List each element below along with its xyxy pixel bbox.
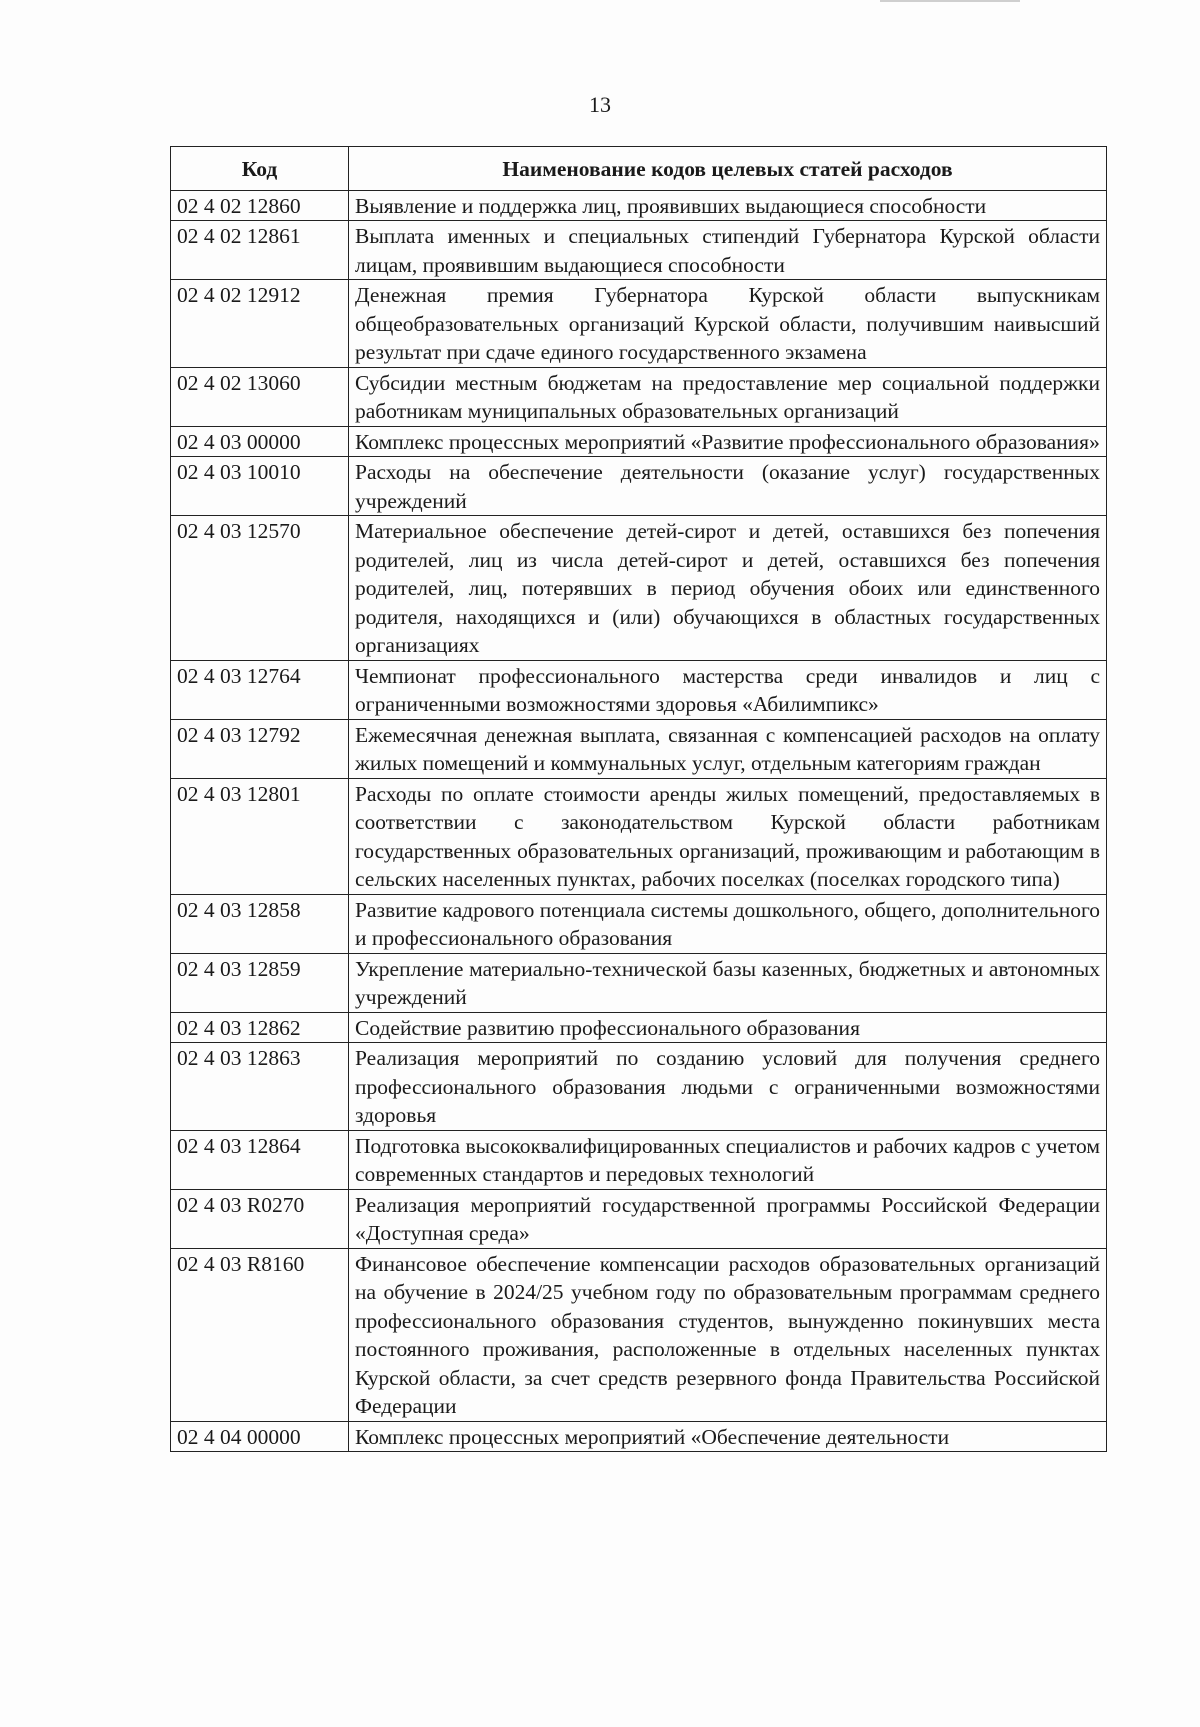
row-code: 02 4 03 12862 (171, 1012, 349, 1043)
target-expense-codes-table (170, 146, 1107, 1452)
row-name: Финансовое обеспечение компенсации расходов образовательных организаций на обучение в 2024/25 учебном году по образовательным программам среднего профессионального образования студентов, вынужденно покинувших места постоянного проживания, расположенные в отдельных населенных пунктах Курской области, за счет средств резервного фонда Правительства Российской Федерации (349, 1248, 1107, 1421)
row-name: Материальное обеспечение детей-сирот и детей, оставшихся без попечения родителей, лиц из числа детей-сирот и детей, оставшихся без попечения родителей, лиц, потерявших в период обучения обоих или единственного родителя, находящихся и (или) обучающихся в областных государственных организациях (349, 516, 1107, 661)
table-row (171, 1043, 1107, 1131)
row-name: Ежемесячная денежная выплата, связанная с компенсацией расходов на оплату жилых помещений и коммунальных услуг, отдельным категориям граждан (349, 719, 1107, 778)
table-row (171, 1421, 1107, 1452)
table-row (171, 516, 1107, 661)
page-number: 13 (589, 92, 611, 117)
table-row (171, 719, 1107, 778)
row-name: Выплата именных и специальных стипендий Губернатора Курской области лицам, проявившим выдающиеся способности (349, 221, 1107, 280)
table-row (171, 1130, 1107, 1189)
row-code: 02 4 03 12858 (171, 894, 349, 953)
row-code: 02 4 04 00000 (171, 1421, 349, 1452)
row-code: 02 4 02 12861 (171, 221, 349, 280)
row-code: 02 4 03 12864 (171, 1130, 349, 1189)
row-name: Выявление и поддержка лиц, проявивших выдающиеся способности (349, 190, 1107, 221)
row-name: Подготовка высококвалифицированных специалистов и рабочих кадров с учетом современных стандартов и передовых технологий (349, 1130, 1107, 1189)
row-name: Комплекс процессных мероприятий «Обеспечение деятельности (349, 1421, 1107, 1452)
table-row (171, 457, 1107, 516)
table-row (171, 660, 1107, 719)
row-code: 02 4 03 10010 (171, 457, 349, 516)
row-name: Денежная премия Губернатора Курской области выпускникам общеобразовательных организаций Курской области, получившим наивысший результат при сдаче единого государственного экзамена (349, 280, 1107, 368)
row-name: Расходы на обеспечение деятельности (оказание услуг) государственных учреждений (349, 457, 1107, 516)
row-code: 02 4 03 12570 (171, 516, 349, 661)
header-code: Код (171, 147, 349, 191)
row-name: Содействие развитию профессионального образования (349, 1012, 1107, 1043)
table-row (171, 190, 1107, 221)
table-row (171, 1012, 1107, 1043)
row-code: 02 4 03 12859 (171, 953, 349, 1012)
row-name: Расходы по оплате стоимости аренды жилых помещений, предоставляемых в соответствии с законодательством Курской области работникам государственных образовательных организаций, проживающим и работающим в сельских населенных пунктах, рабочих поселках (поселках городского типа) (349, 778, 1107, 894)
table-row (171, 1248, 1107, 1421)
row-code: 02 4 02 13060 (171, 367, 349, 426)
row-name: Чемпионат профессионального мастерства среди инвалидов и лиц с ограниченными возможностями здоровья «Абилимпикс» (349, 660, 1107, 719)
table-row (171, 1189, 1107, 1248)
row-code: 02 4 03 12764 (171, 660, 349, 719)
table-body (171, 190, 1107, 1452)
table-header-row (171, 147, 1107, 191)
row-name: Укрепление материально-технической базы казенных, бюджетных и автономных учреждений (349, 953, 1107, 1012)
row-name: Реализация мероприятий государственной программы Российской Федерации «Доступная среда» (349, 1189, 1107, 1248)
row-code: 02 4 03 12801 (171, 778, 349, 894)
row-name: Комплекс процессных мероприятий «Развитие профессионального образования» (349, 426, 1107, 457)
table-row (171, 426, 1107, 457)
scan-artifact (880, 0, 1020, 2)
row-code: 02 4 02 12912 (171, 280, 349, 368)
row-code: 02 4 02 12860 (171, 190, 349, 221)
table-row (171, 953, 1107, 1012)
row-code: 02 4 03 12863 (171, 1043, 349, 1131)
row-code: 02 4 03 12792 (171, 719, 349, 778)
row-code: 02 4 03 00000 (171, 426, 349, 457)
row-name: Субсидии местным бюджетам на предоставление мер социальной поддержки работникам муниципальных образовательных организаций (349, 367, 1107, 426)
table-row (171, 280, 1107, 368)
row-name: Реализация мероприятий по созданию условий для получения среднего профессионального образования людьми с ограниченными возможностями здоровья (349, 1043, 1107, 1131)
row-code: 02 4 03 R8160 (171, 1248, 349, 1421)
header-name: Наименование кодов целевых статей расходов (349, 147, 1107, 191)
table-row (171, 367, 1107, 426)
table-row (171, 778, 1107, 894)
table-row (171, 221, 1107, 280)
row-code: 02 4 03 R0270 (171, 1189, 349, 1248)
table-row (171, 894, 1107, 953)
row-name: Развитие кадрового потенциала системы дошкольного, общего, дополнительного и профессионального образования (349, 894, 1107, 953)
